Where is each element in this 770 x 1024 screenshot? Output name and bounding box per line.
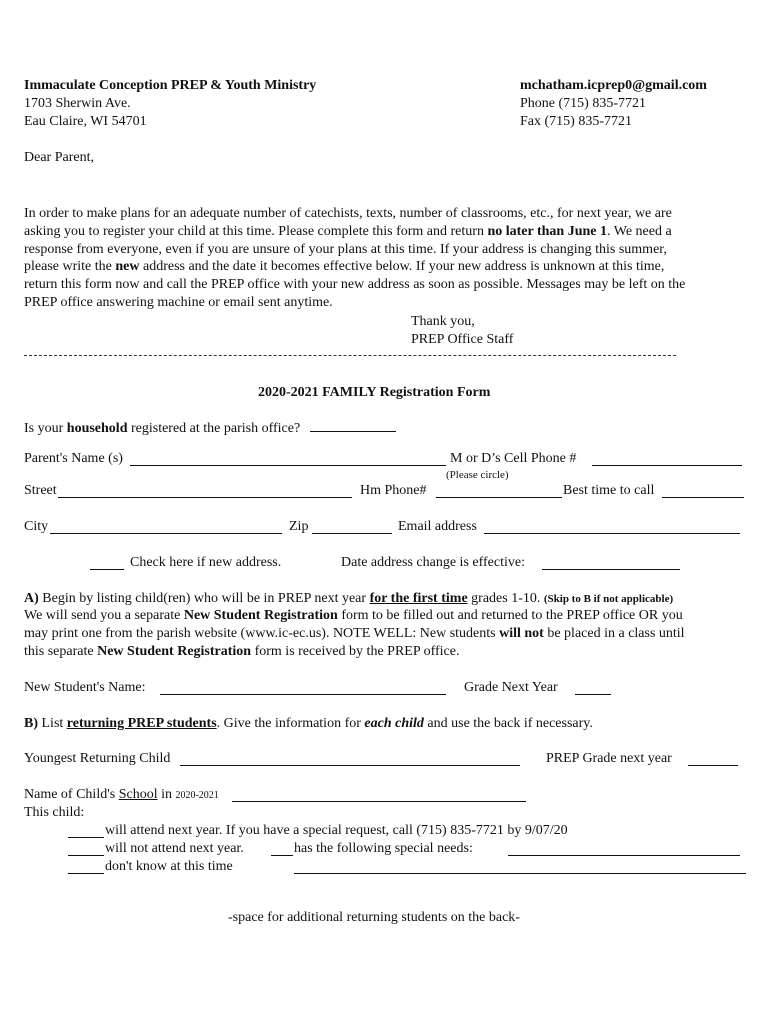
new-address-checkbox-line[interactable]	[90, 555, 124, 570]
grade-next-year-field[interactable]	[575, 680, 611, 695]
email-address-label: Email address	[398, 519, 477, 534]
dont-know-check-line[interactable]	[68, 859, 104, 874]
salutation: Dear Parent,	[24, 150, 94, 165]
city-field[interactable]	[50, 519, 282, 534]
section-a-line2: We will send you a separate New Student Registration form to be filled out and returned to the PREP office OR you	[24, 608, 683, 623]
special-needs-field-continued[interactable]	[294, 859, 746, 874]
prep-grade-label: PREP Grade next year	[546, 751, 672, 766]
email-address-field[interactable]	[484, 519, 740, 534]
intro-line: response from everyone, even if you are unsure of your plans at this time. If your address is changing this summer,	[24, 241, 667, 257]
closing-signature: PREP Office Staff	[411, 332, 514, 347]
street-field[interactable]	[58, 483, 352, 498]
grade-next-year-label: Grade Next Year	[464, 680, 558, 695]
section-b-heading: B) List returning PREP students. Give the information for each child and use the back if necessary.	[24, 716, 593, 731]
org-address-line2: Eau Claire, WI 54701	[24, 114, 147, 129]
child-school-field[interactable]	[232, 787, 526, 802]
intro-line: asking you to register your child at this time. Please complete this form and return no later than June 1. We need a	[24, 223, 672, 239]
youngest-returning-label: Youngest Returning Child	[24, 751, 171, 766]
parents-name-label: Parent's Name (s)	[24, 451, 123, 466]
org-address-line1: 1703 Sherwin Ave.	[24, 96, 131, 111]
intro-line: return this form now and call the PREP office with your new address as soon as possible. Messages may be left on the	[24, 277, 686, 293]
address-change-date-label: Date address change is effective:	[341, 555, 525, 570]
household-answer-field[interactable]	[310, 417, 396, 432]
form-title: 2020-2021 FAMILY Registration Form	[258, 385, 491, 400]
org-name: Immaculate Conception PREP & Youth Ministry	[24, 78, 317, 93]
new-student-name-field[interactable]	[160, 680, 446, 695]
will-attend-check-line[interactable]	[68, 823, 104, 838]
intro-line: In order to make plans for an adequate number of catechists, texts, number of classrooms, etc., for next year, we are	[24, 206, 672, 221]
section-a-line1: A) Begin by listing child(ren) who will be in PREP next year for the first time grades 1-10. (Skip to B if not applicable)	[24, 591, 674, 606]
org-fax: Fax (715) 835-7721	[520, 114, 632, 129]
youngest-returning-field[interactable]	[180, 751, 520, 766]
section-a-line4: this separate New Student Registration form is received by the PREP office.	[24, 644, 460, 659]
this-child-label: This child:	[24, 805, 85, 820]
special-needs-label: has the following special needs:	[294, 841, 473, 856]
will-not-attend-check-line[interactable]	[68, 841, 104, 856]
city-label: City	[24, 519, 49, 534]
please-circle-note: (Please circle)	[446, 469, 509, 481]
closing-thanks: Thank you,	[411, 314, 475, 329]
back-page-note: -space for additional returning students on the back-	[228, 910, 520, 925]
intro-paragraph	[24, 205, 746, 312]
best-time-field[interactable]	[662, 483, 744, 498]
prep-grade-field[interactable]	[688, 751, 738, 766]
will-not-attend-option: will not attend next year.	[105, 841, 244, 856]
street-label: Street	[24, 483, 57, 498]
household-question: Is your household registered at the parish office?	[24, 417, 396, 438]
intro-line: PREP office answering machine or email sent anytime.	[24, 294, 333, 310]
org-email: mchatham.icprep0@gmail.com	[520, 78, 707, 93]
new-address-label: Check here if new address.	[130, 555, 282, 570]
zip-field[interactable]	[312, 519, 392, 534]
cell-phone-field[interactable]	[592, 451, 742, 466]
cut-line-divider	[24, 355, 676, 356]
dont-know-option: don't know at this time	[105, 859, 233, 874]
child-school-label: Name of Child's School in 2020-2021	[24, 787, 219, 802]
home-phone-field[interactable]	[436, 483, 562, 498]
address-change-date-field[interactable]	[542, 555, 680, 570]
zip-label: Zip	[289, 519, 309, 534]
home-phone-label: Hm Phone#	[360, 483, 427, 498]
will-attend-option: will attend next year. If you have a special request, call (715) 835-7721 by 9/07/20	[105, 823, 568, 838]
org-phone: Phone (715) 835-7721	[520, 96, 646, 111]
cell-phone-label: M or D’s Cell Phone #	[450, 451, 577, 466]
new-student-name-label: New Student's Name:	[24, 680, 146, 695]
parents-name-field[interactable]	[130, 451, 446, 466]
section-a-line3: may print one from the parish website (www.ic-ec.us). NOTE WELL: New students will not be placed in a class until	[24, 626, 685, 641]
special-needs-check-line[interactable]	[271, 841, 293, 856]
intro-line: please write the new address and the date it becomes effective below. If your new address is unknown at this time,	[24, 259, 665, 275]
best-time-label: Best time to call	[563, 483, 655, 498]
special-needs-field[interactable]	[508, 841, 740, 856]
